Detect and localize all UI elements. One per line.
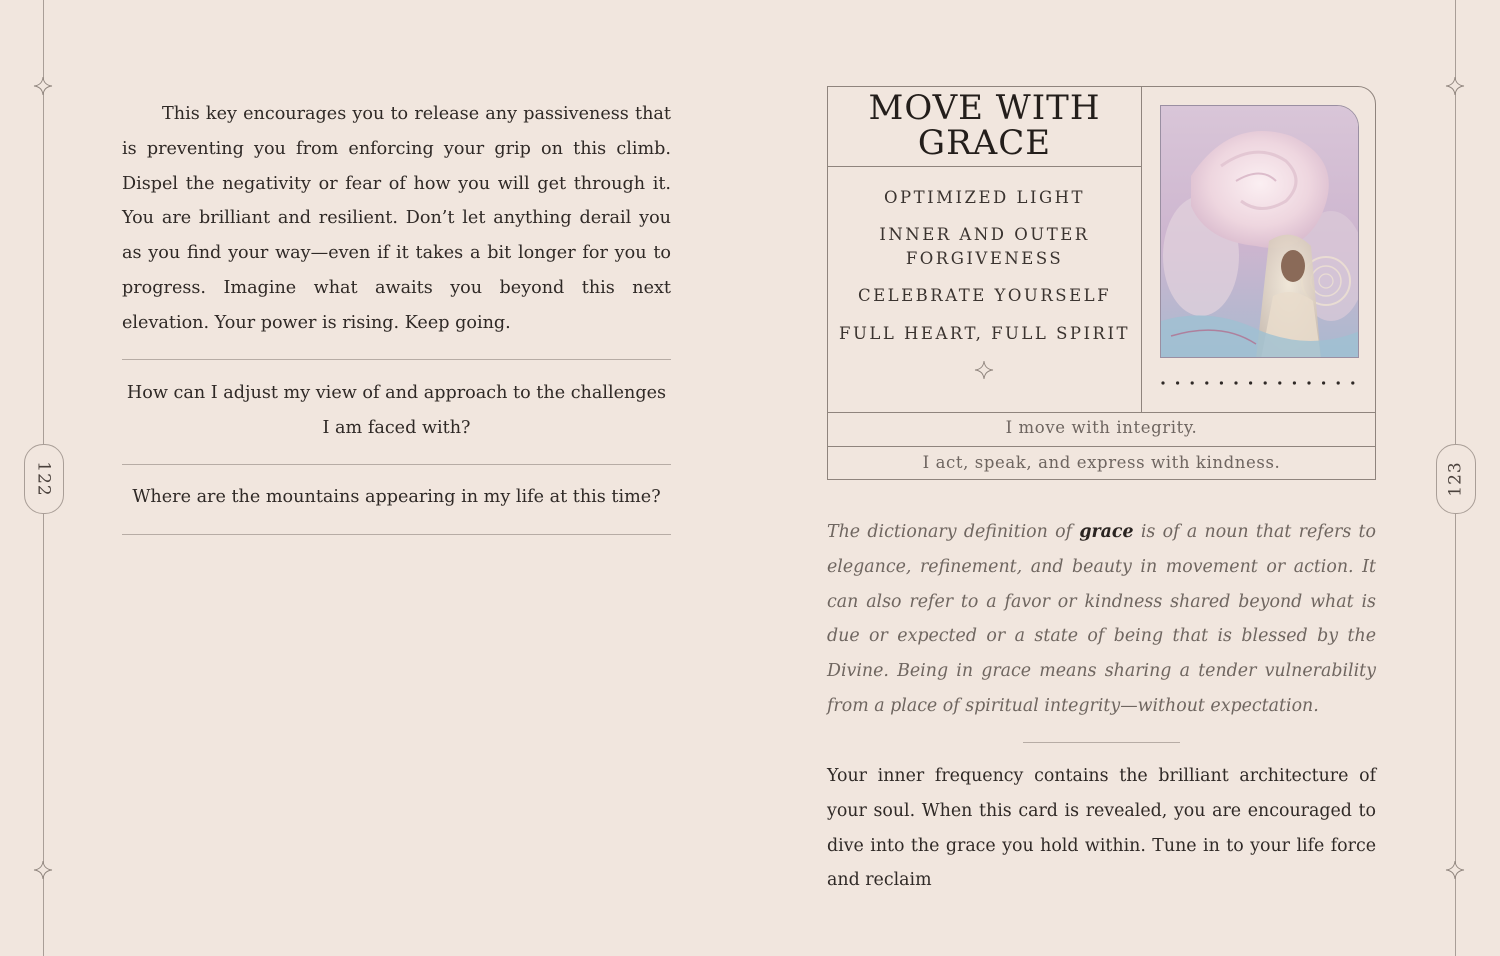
- card-keyword: OPTIMIZED LIGHT: [883, 188, 1086, 207]
- right-body-paragraph: Your inner frequency contains the brilliant architecture of your soul. When this card is revealed, you are encouraged to dive into the grace you hold within. Tune in to your life force and reclaim: [827, 766, 1376, 891]
- short-divider: [1023, 742, 1180, 743]
- card-keyword: INNER AND OUTER: [879, 225, 1090, 244]
- left-body-paragraph: This key encourages you to release any passiveness that is preventing you from enforcing your grip on this climb. Dispel the negativity or fear of how you will get through it. You are brilliant and resilient. Don’t let anything derail you as you find your way—even if it takes a bit longer for you to progress. Imagine what awaits you beyond this next elevation. Your power is rising. Keep going.: [122, 104, 671, 333]
- rose-figure-artwork: [1161, 106, 1359, 358]
- card-panel: [827, 86, 1376, 480]
- card-divider: [828, 412, 1375, 413]
- card-keyword: FULL HEART, FULL SPIRIT: [839, 324, 1130, 343]
- card-title: [828, 88, 1141, 163]
- card-title-line: GRACE: [917, 123, 1052, 163]
- sparkle-icon: [33, 860, 53, 880]
- divider: [122, 359, 671, 360]
- definition-text: is of a noun that refers to elegance, refinement, and beauty in movement or action. It can also refer to a favor or kindness shared beyond what is due or expected or a state of being that is blessed by the Divine. Being in grace means sharing a tender vulnerability from a place of spiritual integrity—without expectation.: [827, 522, 1377, 716]
- definition-term: grace: [1079, 522, 1134, 542]
- journal-question: How can I adjust my view of and approach to the challenges I am faced with?: [126, 383, 667, 438]
- divider: [122, 464, 671, 465]
- affirmation: I act, speak, and express with kindness.: [922, 453, 1281, 472]
- sparkle-icon: [974, 360, 994, 380]
- dot-row-ornament: [1160, 379, 1360, 387]
- card-keyword: FORGIVENESS: [905, 249, 1064, 268]
- sparkle-icon: [33, 76, 53, 96]
- card-title-line: MOVE WITH: [868, 88, 1101, 128]
- page-number-right: [1436, 444, 1476, 514]
- card-divider: [828, 166, 1142, 167]
- journal-question: Where are the mountains appearing in my life at this time?: [132, 487, 661, 507]
- card-keyword: CELEBRATE YOURSELF: [857, 286, 1112, 305]
- sparkle-icon: [1445, 76, 1465, 96]
- card-column-divider: [1141, 87, 1142, 412]
- divider: [122, 534, 671, 535]
- definition-paragraph: [827, 515, 1376, 724]
- sparkle-icon: [1445, 860, 1465, 880]
- card-divider: [828, 446, 1375, 447]
- page-number-text: 122: [33, 461, 54, 497]
- page-number-left: [24, 444, 64, 514]
- oracle-card-image: [1160, 105, 1359, 358]
- affirmation: I move with integrity.: [1005, 418, 1198, 437]
- page-number-text: 123: [1445, 461, 1466, 497]
- definition-text: The dictionary definition of: [827, 522, 1080, 542]
